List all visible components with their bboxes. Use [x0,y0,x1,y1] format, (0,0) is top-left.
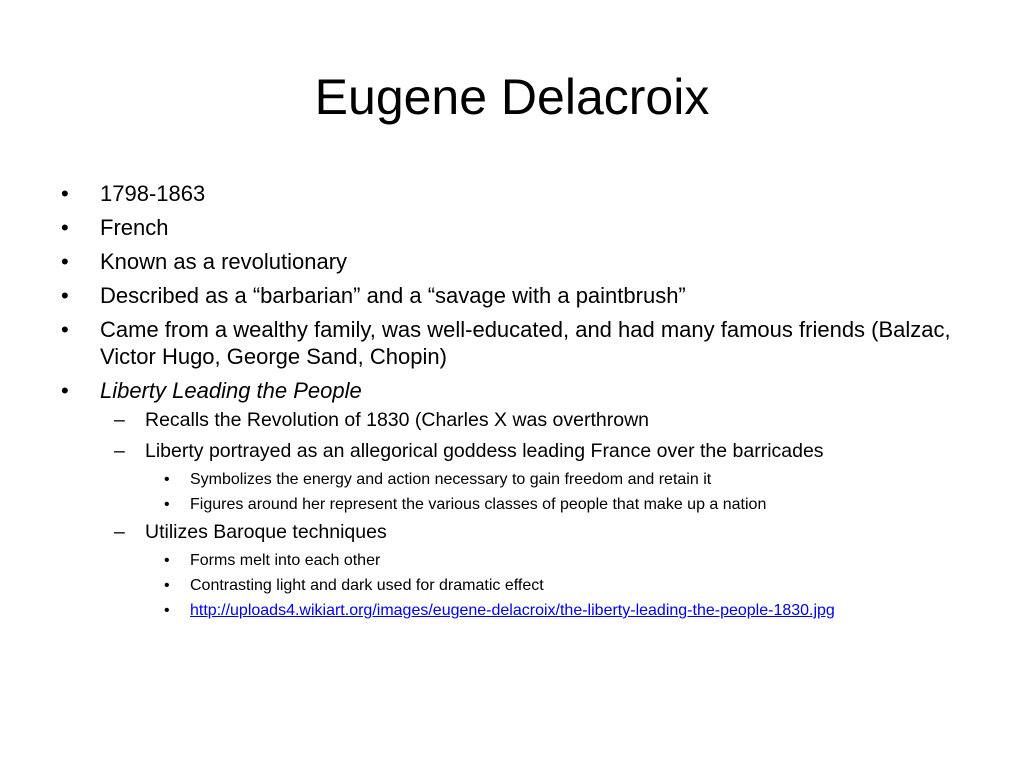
bullet-icon: • [164,471,170,488]
dash-icon: – [114,409,125,431]
detail-bullet-text: Forms melt into each other [190,552,381,569]
bullet-icon: • [61,181,69,206]
artwork-title: Liberty Leading the People [100,378,362,403]
detail-bullet-item [56,495,986,514]
sub-bullet-item [56,520,986,544]
bullet-item [56,282,986,309]
bullet-icon: • [164,496,170,513]
bullet-item [56,248,986,275]
dash-icon: – [114,440,125,462]
slide-content [56,180,986,626]
bullet-item [56,316,986,370]
dash-icon: – [114,521,125,543]
bullet-item [56,214,986,241]
bullet-text: Known as a revolutionary [100,249,348,274]
bullet-icon: • [61,283,69,308]
detail-bullet-item [56,470,986,489]
sub-bullet-text: Recalls the Revolution of 1830 (Charles X was overthrown [145,409,650,431]
bullet-text: 1798-1863 [100,181,206,206]
image-link[interactable]: http://uploads4.wikiart.org/images/eugene-delacroix/the-liberty-leading-the-people-1830.jpg [190,602,835,619]
bullet-icon: • [61,378,69,403]
bullet-icon: • [61,215,69,240]
detail-bullet-item [56,576,986,595]
detail-bullet-text: Figures around her represent the various classes of people that make up a nation [190,496,767,513]
detail-bullet-item [56,551,986,570]
bullet-icon: • [164,552,170,569]
sub-bullet-item [56,408,986,432]
bullet-item [56,377,986,404]
sub-bullet-text: Liberty portrayed as an allegorical goddess leading France over the barricades [145,440,824,462]
slide-title: Eugene Delacroix [314,69,710,125]
bullet-icon: • [164,602,170,619]
bullet-text: French [100,215,169,240]
detail-bullet-item [56,601,986,620]
detail-bullet-text: Symbolizes the energy and action necessary to gain freedom and retain it [190,471,712,488]
bullet-item [56,180,986,207]
detail-bullet-text: Contrasting light and dark used for dramatic effect [190,577,544,594]
bullet-text: Came from a wealthy family, was well-educated, and had many famous friends (Balzac, Victor Hugo, George Sand, Chopin) [100,317,951,369]
sub-bullet-text: Utilizes Baroque techniques [145,521,387,543]
bullet-icon: • [61,249,69,274]
sub-bullet-item [56,439,986,463]
bullet-icon: • [164,577,170,594]
bullet-text: Described as a “barbarian” and a “savage with a paintbrush” [100,283,686,308]
bullet-icon: • [61,317,69,342]
